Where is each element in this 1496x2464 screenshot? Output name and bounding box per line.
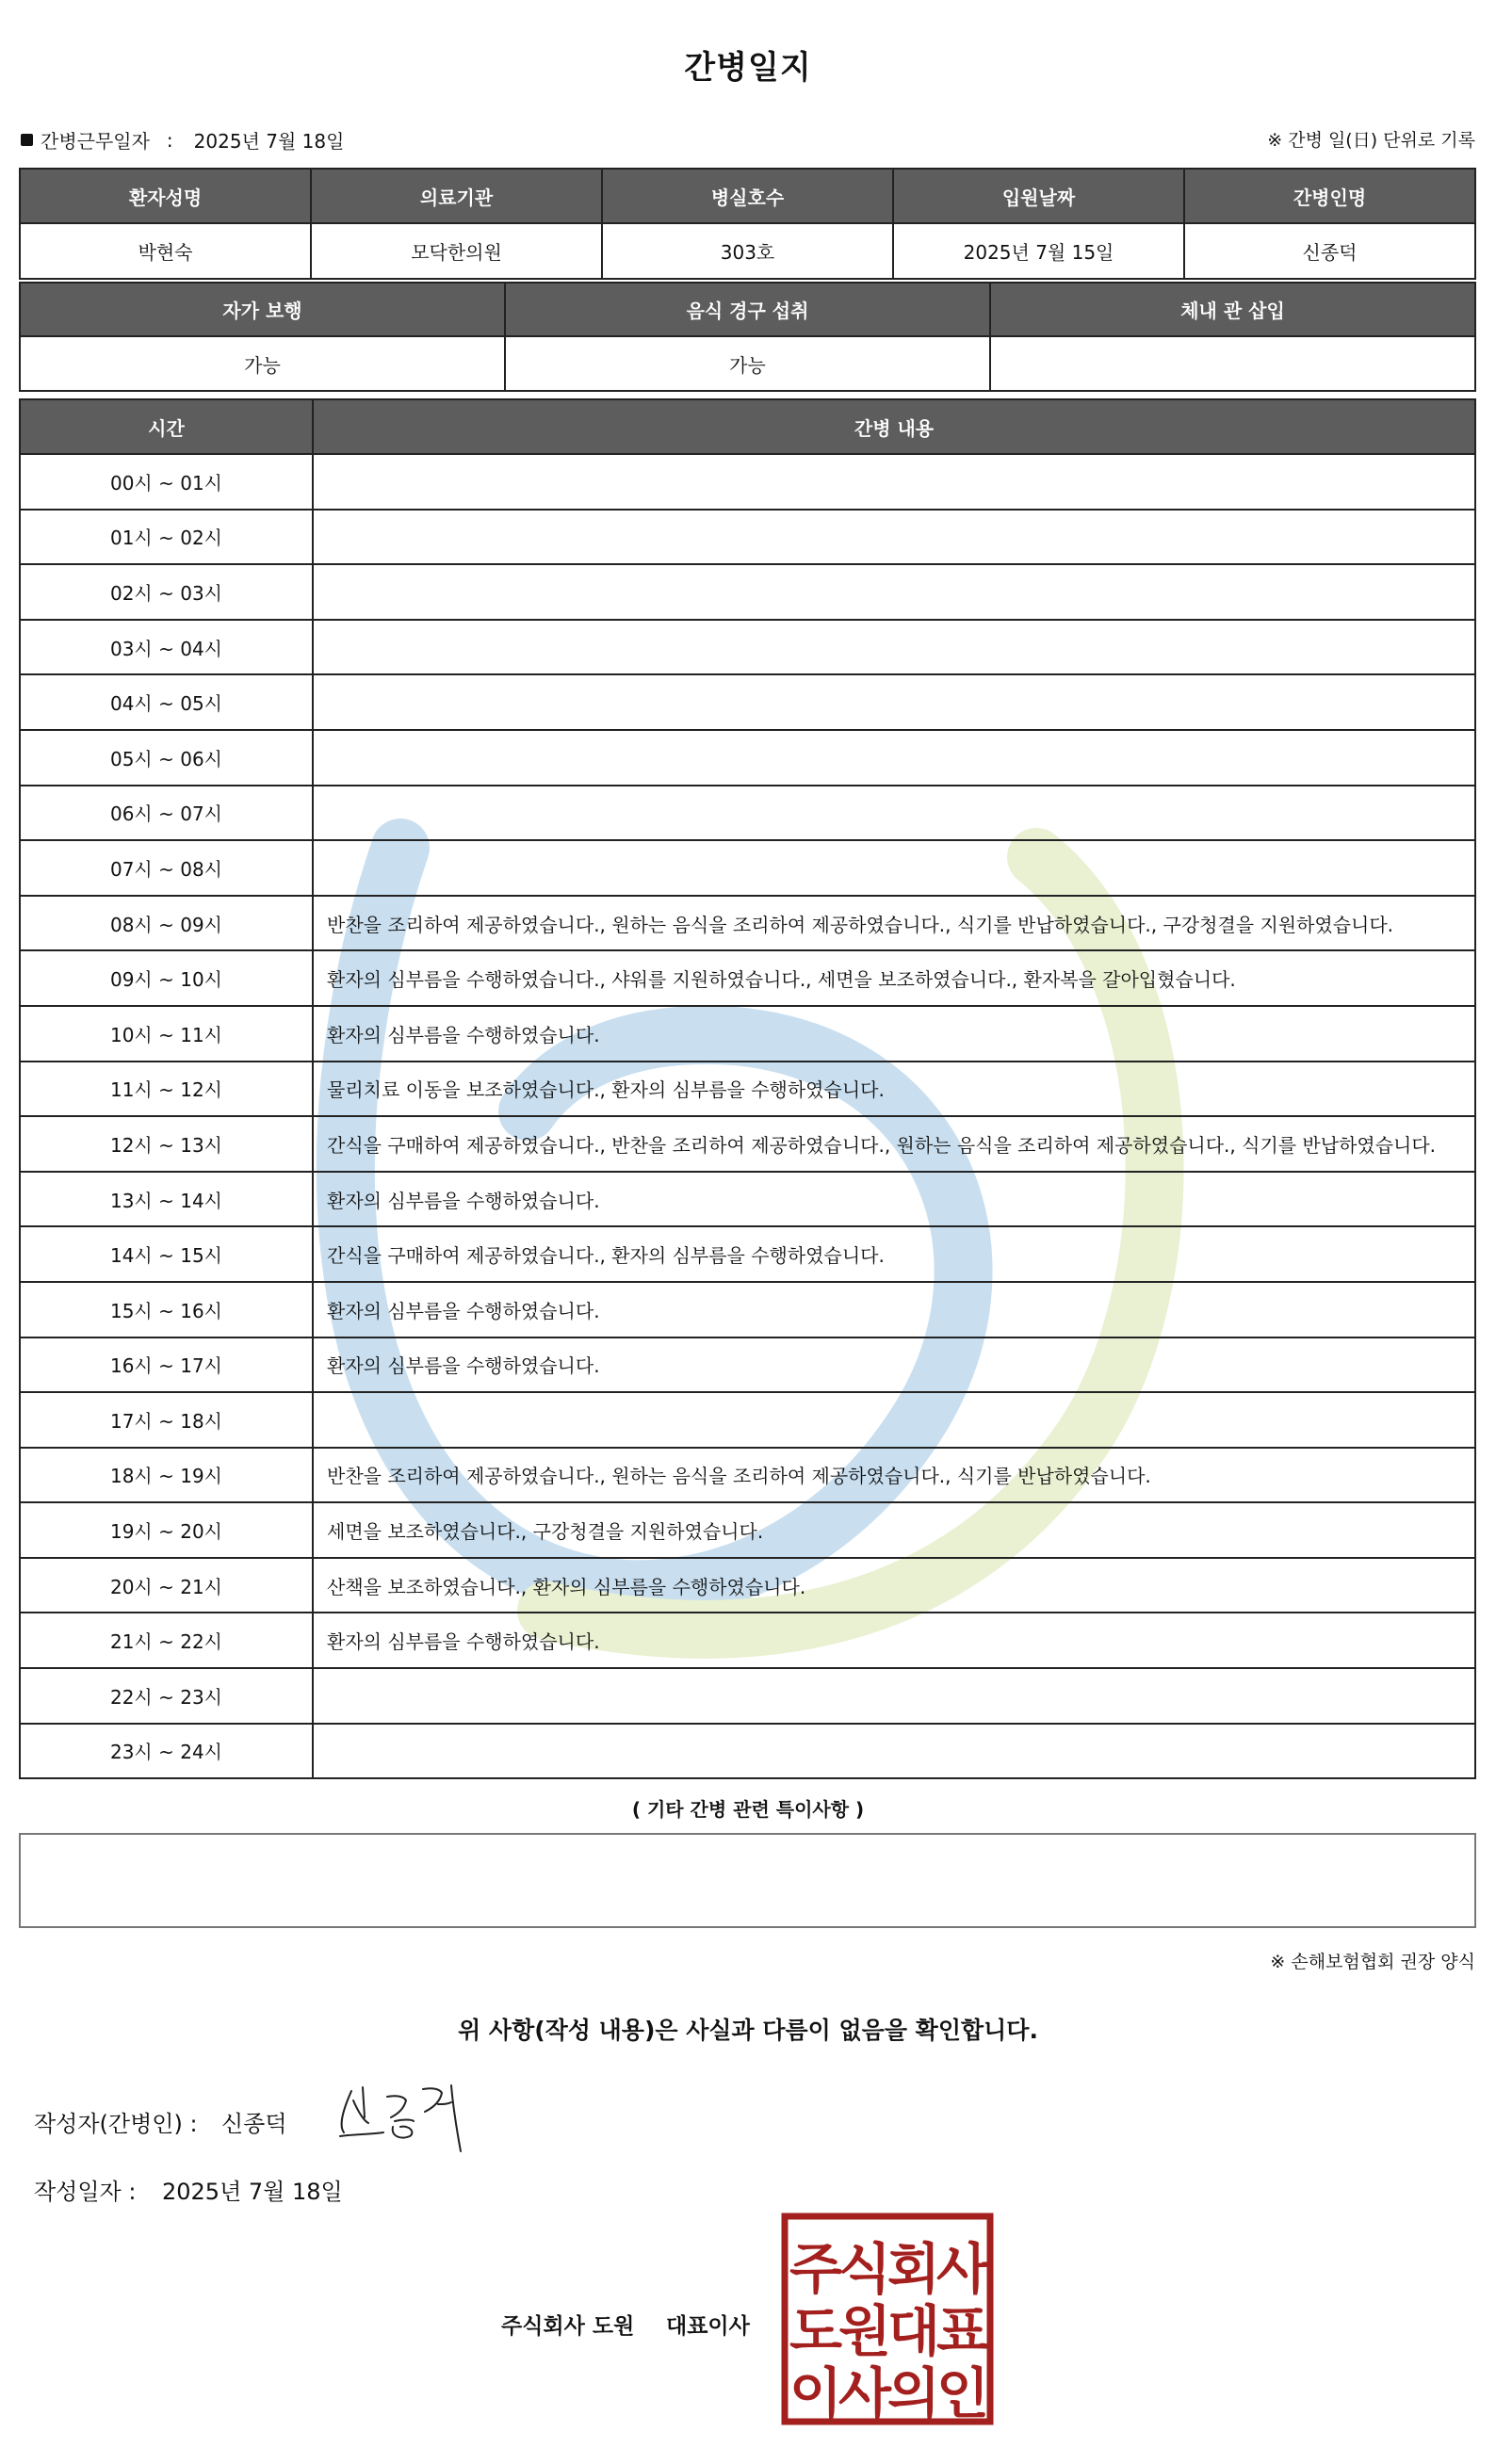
log-content: 간식을 구매하여 제공하였습니다., 환자의 심부름을 수행하였습니다. — [313, 1226, 1475, 1282]
handwritten-signature — [334, 2080, 476, 2155]
log-time: 15시 ~ 16시 — [20, 1282, 313, 1337]
log-row — [20, 730, 1475, 786]
unit-note: ※ 간병 일(日) 단위로 기록 — [1267, 130, 1475, 151]
admission-date: 2025년 7월 15일 — [893, 223, 1184, 279]
caregiver-name: 신종덕 — [1184, 223, 1475, 279]
log-row — [20, 1392, 1475, 1448]
company-name: 주식회사 도원 — [501, 2314, 635, 2339]
tube-insertion-value — [990, 336, 1475, 391]
log-time: 05시 ~ 06시 — [20, 730, 313, 786]
log-time: 03시 ~ 04시 — [20, 620, 313, 675]
etc-notes-title: ( 기타 간병 관련 특이사항 ) — [631, 1798, 865, 1821]
oral-intake-header: 음식 경구 섭취 — [505, 283, 990, 336]
patient-name-header: 환자성명 — [20, 169, 311, 223]
svg-text:이사의인: 이사의인 — [789, 2361, 986, 2425]
log-row — [20, 840, 1475, 896]
log-content: 간식을 구매하여 제공하였습니다., 반찬을 조리하여 제공하였습니다., 원하는 음식을 조리하여 제공하였습니다., 식기를 반납하였습니다. — [313, 1116, 1475, 1172]
log-time: 19시 ~ 20시 — [20, 1502, 313, 1558]
log-content — [313, 786, 1475, 841]
care-content-header: 간병 내용 — [313, 399, 1475, 454]
log-content — [313, 674, 1475, 730]
work-date — [21, 126, 344, 154]
work-date-colon: : — [166, 128, 173, 152]
log-time: 20시 ~ 21시 — [20, 1558, 313, 1613]
log-content: 세면을 보조하였습니다., 구강청결을 지원하였습니다. — [313, 1502, 1475, 1558]
etc-notes-box — [19, 1833, 1476, 1928]
log-row — [20, 1558, 1475, 1613]
log-content — [313, 510, 1475, 565]
log-time: 07시 ~ 08시 — [20, 840, 313, 896]
tube-insertion-header: 체내 관 삽입 — [990, 283, 1475, 336]
log-content: 환자의 심부름을 수행하였습니다. — [313, 1172, 1475, 1227]
log-row — [20, 1613, 1475, 1668]
log-content: 반찬을 조리하여 제공하였습니다., 원하는 음식을 조리하여 제공하였습니다., 식기를 반납하였습니다., 구강청결을 지원하였습니다. — [313, 896, 1475, 951]
log-row — [20, 1062, 1475, 1117]
log-time: 06시 ~ 07시 — [20, 786, 313, 841]
log-content: 물리치료 이동을 보조하였습니다., 환자의 심부름을 수행하였습니다. — [313, 1062, 1475, 1117]
log-content: 환자의 심부름을 수행하였습니다. — [313, 1337, 1475, 1393]
work-date-label: 간병근무일자 — [41, 130, 150, 153]
log-time: 22시 ~ 23시 — [20, 1668, 313, 1724]
log-time: 23시 ~ 24시 — [20, 1724, 313, 1779]
hospital-name: 모닥한의원 — [311, 223, 602, 279]
log-row — [20, 1226, 1475, 1282]
confirmation-statement: 위 사항(작성 내용)은 사실과 다름이 없음을 확인합니다. — [458, 2017, 1038, 2044]
self-walking-value: 가능 — [20, 336, 505, 391]
log-time: 04시 ~ 05시 — [20, 674, 313, 730]
log-time: 10시 ~ 11시 — [20, 1006, 313, 1062]
log-content: 환자의 심부름을 수행하였습니다., 샤워를 지원하였습니다., 세면을 보조하였습니다., 환자복을 갈아입혔습니다. — [313, 950, 1475, 1006]
log-time: 02시 ~ 03시 — [20, 564, 313, 620]
company-seal-stamp — [781, 2213, 994, 2425]
write-date-label: 작성일자 : — [34, 2179, 137, 2205]
log-time: 00시 ~ 01시 — [20, 454, 313, 510]
room-number: 303호 — [602, 223, 893, 279]
log-row — [20, 564, 1475, 620]
log-row — [20, 1116, 1475, 1172]
svg-text:도원대표: 도원대표 — [789, 2299, 986, 2363]
log-time: 18시 ~ 19시 — [20, 1448, 313, 1503]
log-row — [20, 950, 1475, 1006]
log-row — [20, 1448, 1475, 1503]
patient-info-table — [19, 168, 1476, 280]
work-date-value: 2025년 7월 18일 — [193, 130, 345, 153]
log-time: 12시 ~ 13시 — [20, 1116, 313, 1172]
log-content — [313, 840, 1475, 896]
log-time: 11시 ~ 12시 — [20, 1062, 313, 1117]
patient-ability-table — [19, 282, 1476, 392]
writer-name: 신종덕 — [221, 2111, 287, 2137]
log-content — [313, 454, 1475, 510]
square-bullet-icon — [21, 134, 33, 146]
log-row — [20, 1337, 1475, 1393]
log-content: 산책을 보조하였습니다., 환자의 심부름을 수행하였습니다. — [313, 1558, 1475, 1613]
log-content — [313, 730, 1475, 786]
log-time: 21시 ~ 22시 — [20, 1613, 313, 1668]
log-content: 환자의 심부름을 수행하였습니다. — [313, 1006, 1475, 1062]
log-row — [20, 620, 1475, 675]
log-content — [313, 620, 1475, 675]
log-time: 17시 ~ 18시 — [20, 1392, 313, 1448]
log-row — [20, 454, 1475, 510]
care-log-table — [19, 398, 1476, 1779]
log-row — [20, 1282, 1475, 1337]
room-header: 병실호수 — [602, 169, 893, 223]
ceo-title: 대표이사 — [666, 2314, 750, 2339]
log-time: 16시 ~ 17시 — [20, 1337, 313, 1393]
svg-text:주식회사: 주식회사 — [789, 2237, 986, 2301]
log-row — [20, 1724, 1475, 1779]
hospital-header: 의료기관 — [311, 169, 602, 223]
document-title: 간병일지 — [684, 49, 812, 87]
log-row — [20, 1502, 1475, 1558]
writer-label: 작성자(간병인) : — [34, 2111, 198, 2137]
log-content: 환자의 심부름을 수행하였습니다. — [313, 1613, 1475, 1668]
form-source-note: ※ 손해보험협회 권장 양식 — [1270, 1952, 1475, 1972]
log-content — [313, 1392, 1475, 1448]
log-time: 01시 ~ 02시 — [20, 510, 313, 565]
time-header: 시간 — [20, 399, 313, 454]
log-row — [20, 674, 1475, 730]
admission-date-header: 입원날짜 — [893, 169, 1184, 223]
log-content — [313, 1724, 1475, 1779]
patient-name: 박현숙 — [20, 223, 311, 279]
log-time: 14시 ~ 15시 — [20, 1226, 313, 1282]
log-row — [20, 786, 1475, 841]
write-date-value: 2025년 7월 18일 — [162, 2179, 343, 2205]
log-row — [20, 896, 1475, 951]
log-content: 반찬을 조리하여 제공하였습니다., 원하는 음식을 조리하여 제공하였습니다., 식기를 반납하였습니다. — [313, 1448, 1475, 1503]
log-time: 09시 ~ 10시 — [20, 950, 313, 1006]
log-time: 13시 ~ 14시 — [20, 1172, 313, 1227]
log-row — [20, 510, 1475, 565]
log-time: 08시 ~ 09시 — [20, 896, 313, 951]
log-row — [20, 1006, 1475, 1062]
oral-intake-value: 가능 — [505, 336, 990, 391]
self-walking-header: 자가 보행 — [20, 283, 505, 336]
log-content — [313, 1668, 1475, 1724]
log-content: 환자의 심부름을 수행하였습니다. — [313, 1282, 1475, 1337]
log-row — [20, 1172, 1475, 1227]
log-content — [313, 564, 1475, 620]
caregiver-header: 간병인명 — [1184, 169, 1475, 223]
log-row — [20, 1668, 1475, 1724]
